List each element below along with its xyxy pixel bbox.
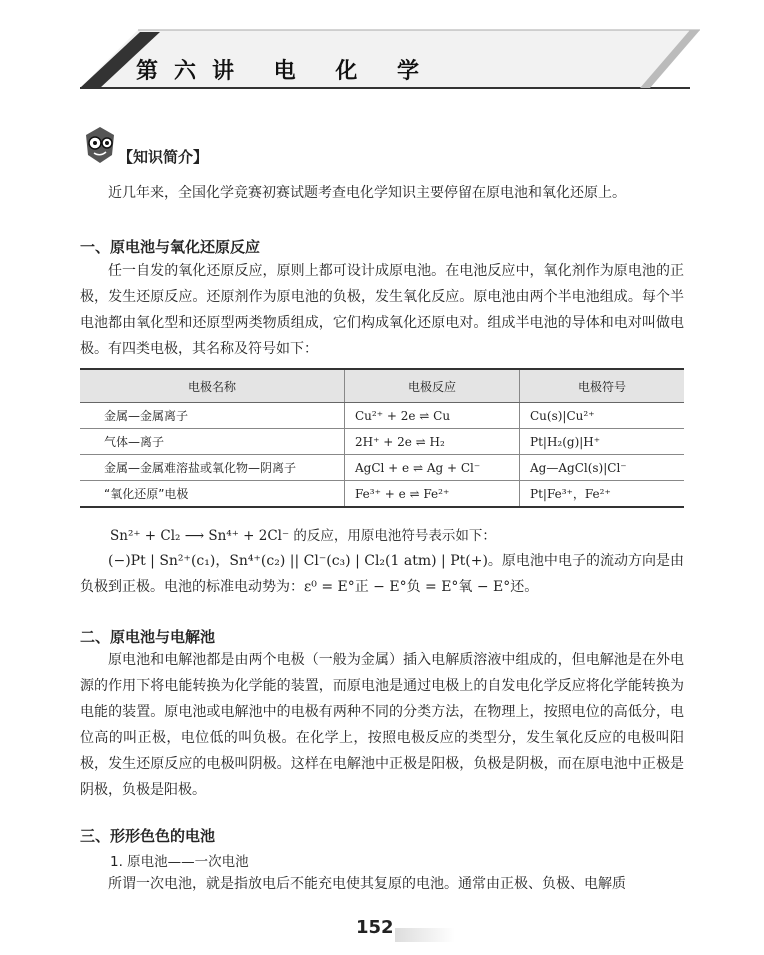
header-electrode-symbol: 电极符号 (520, 369, 685, 403)
cell-reaction: 2H⁺ + 2e ⇌ H₂ (345, 429, 520, 455)
cell-reaction: AgCl + e ⇌ Ag + Cl⁻ (345, 455, 520, 481)
cell-symbol: Pt|H₂(g)|H⁺ (520, 429, 685, 455)
cell-reaction: Fe³⁺ + e ⇌ Fe²⁺ (345, 481, 520, 508)
intro-text: 近几年来，全国化学竞赛初赛试题考查电化学知识主要停留在原电池和氧化还原上。 (108, 185, 626, 201)
section3-paragraph: 所谓一次电池，就是指放电后不能充电使其复原的电池。通常由正极、负极、电解质 (108, 876, 626, 892)
table-row (80, 403, 684, 429)
cell-name: 金属—金属离子 (80, 403, 345, 429)
table-row (80, 429, 684, 455)
cell-symbol: Pt|Fe³⁺，Fe²⁺ (520, 481, 685, 508)
section1-heading: 一、原电池与氧化还原反应 (80, 238, 261, 256)
cell-symbol: Cu(s)|Cu²⁺ (520, 403, 685, 429)
page-number: 152 (356, 917, 394, 938)
section3-heading: 三、形形色色的电池 (80, 827, 216, 845)
header-electrode-name: 电极名称 (80, 369, 345, 403)
cell-reaction: Cu²⁺ + 2e ⇌ Cu (345, 403, 520, 429)
cell-name: “氧化还原”电极 (80, 481, 345, 508)
section3-subheading: 1. 原电池——一次电池 (110, 854, 249, 870)
section2-heading: 二、原电池与电解池 (80, 628, 216, 646)
section1-paragraph: 任一自发的氧化还原反应，原则上都可设计成原电池。在电池反应中，氧化剂作为原电池的正极，发生还原反应。还原剂作为原电池的负极，发生氧化反应。原电池由两个半电池组成。每个半电池都由氧化型和还原型两类物质组成，它们构成氧化还原电对。组成半电池的导体和电对叫做电极。有四类电极，其名称及符号如下： (80, 263, 684, 357)
electrode-table (80, 368, 684, 508)
intro-label: 【知识简介】 (118, 148, 209, 166)
chapter-title: 第六讲 电 化 学 (136, 59, 435, 84)
cell-name: 金属—金属难溶盐或氧化物—阴离子 (80, 455, 345, 481)
table-row (80, 455, 684, 481)
reaction-formula: Sn²⁺ + Cl₂ ⟶ Sn⁴⁺ + 2Cl⁻ 的反应，用原电池符号表示如下： (110, 528, 496, 544)
header-electrode-reaction: 电极反应 (345, 369, 520, 403)
section2-paragraph: 原电池和电解池都是由两个电极（一般为金属）插入电解质溶液中组成的，但电解池是在外电源的作用下将电能转换为化学能的装置，而原电池是通过电极上的自发电化学反应将化学能转换为电能的装置。原电池或电解池中的电极有两种不同的分类方法，在物理上，按照电位的高低分，电位高的叫正极，电位低的叫负极。在化学上，按照电极反应的类型分，发生氧化反应的电极叫阳极，发生还原反应的电极叫阴极。这样在电解池中正极是阳极，负极是阴极，而在原电池中正极是阴极，负极是阳极。 (80, 652, 684, 798)
cell-symbol: Ag—AgCl(s)|Cl⁻ (520, 455, 685, 481)
table-row (80, 481, 684, 508)
mascot-icon (82, 125, 118, 165)
cell-notation-paragraph: (−)Pt | Sn²⁺(c₁)，Sn⁴⁺(c₂) || Cl⁻(c₃) | Cl₂(1 atm) | Pt(+)。原电池中电子的流动方向是由负极到正极。电池的标准电动势为：ε⁰ = E°正 − E°负 = E°氧 − E°还。 (80, 553, 684, 595)
cell-name: 气体—离子 (80, 429, 345, 455)
page-number-decoration (395, 928, 455, 942)
